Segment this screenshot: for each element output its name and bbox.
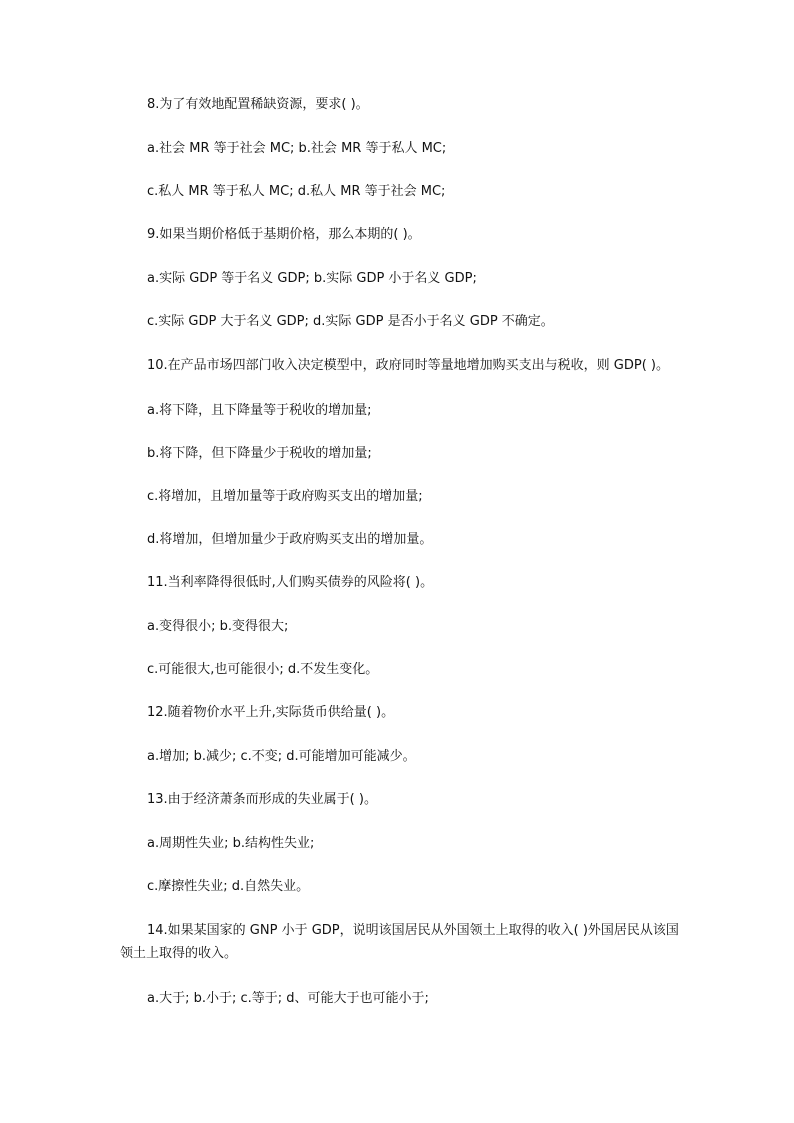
option-line: d.将增加，但增加量少于政府购买支出的增加量。: [147, 532, 433, 547]
question-12: 12.随着物价水平上升,实际货币供给量( )。: [147, 705, 395, 720]
question-13: 13.由于经济萧条而形成的失业属于( )。: [147, 792, 377, 807]
option-line: c.私人 MR 等于私人 MC; d.私人 MR 等于社会 MC;: [147, 184, 446, 199]
option-line: a.大于; b.小于; c.等于; d、可能大于也可能小于;: [147, 991, 429, 1006]
question-8: 8.为了有效地配置稀缺资源，要求( )。: [147, 97, 369, 112]
option-line: a.周期性失业; b.结构性失业;: [147, 836, 315, 851]
option-line: a.社会 MR 等于社会 MC; b.社会 MR 等于私人 MC;: [147, 141, 447, 156]
option-line: c.可能很大,也可能很小; d.不发生变化。: [147, 662, 379, 677]
option-line: a.变得很小; b.变得很大;: [147, 619, 289, 634]
option-line: a.增加; b.减少; c.不变; d.可能增加可能减少。: [147, 749, 416, 764]
option-line: c.将增加，且增加量等于政府购买支出的增加量;: [147, 489, 423, 504]
option-line: c.实际 GDP 大于名义 GDP; d.实际 GDP 是否小于名义 GDP 不确定。: [147, 314, 554, 329]
question-14: 14.如果某国家的 GNP 小于 GDP，说明该国居民从外国领土上取得的收入( )外国居民从该国领土上取得的收入。: [120, 923, 679, 961]
question-11: 11.当利率降得很低时,人们购买债券的风险将( )。: [147, 575, 434, 590]
option-line: a.将下降，且下降量等于税收的增加量;: [147, 403, 372, 418]
question-9: 9.如果当期价格低于基期价格，那么本期的( )。: [147, 227, 421, 242]
question-list: [120, 94, 680, 1031]
option-line: b.将下降，但下降量少于税收的增加量;: [147, 446, 372, 461]
question-10: 10.在产品市场四部门收入决定模型中，政府同时等量地增加购买支出与税收，则 GDP( )。: [147, 358, 670, 373]
option-line: c.摩擦性失业; d.自然失业。: [147, 879, 310, 894]
option-line: a.实际 GDP 等于名义 GDP; b.实际 GDP 小于名义 GDP;: [147, 271, 477, 286]
